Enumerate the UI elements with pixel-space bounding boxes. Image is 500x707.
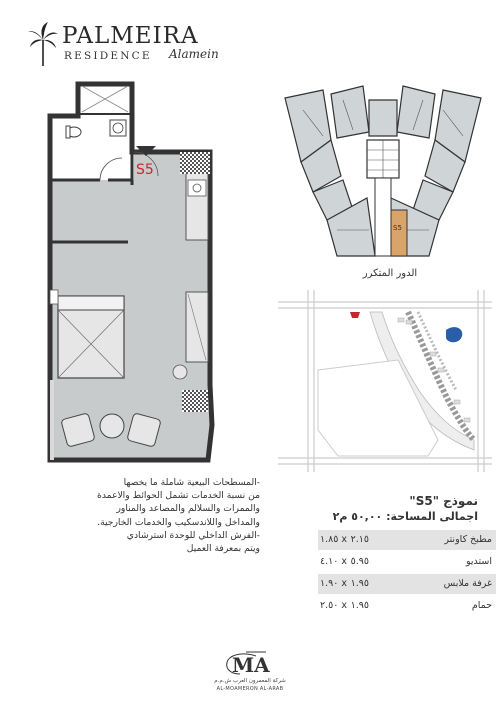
notes-block	[20, 476, 260, 555]
location-marker	[350, 312, 360, 318]
note-line: من نسبة الخدمات تشمل الحوائط والاعمدة	[97, 490, 260, 502]
model-label: نموذج "S5"	[409, 494, 478, 508]
room-name: مطبخ كاونتر	[444, 534, 492, 545]
keyplan-highlight-unit	[391, 210, 407, 256]
room-name: استديو	[465, 556, 492, 567]
site-plan	[278, 290, 492, 472]
note-line: والمداخل واللاندسكيب والخدمات الخارجية.	[97, 516, 260, 528]
room-dimensions: ٢.٥٠ x ١.٩٥	[320, 600, 369, 611]
room-dimensions: ٤.١٠ x ٥.٩٥	[320, 556, 369, 567]
brand-logo	[28, 20, 228, 70]
coffee-table	[100, 414, 124, 438]
room-row-studio	[318, 552, 496, 572]
plan-unit-tag: S5	[136, 162, 154, 178]
unit-floor-plan	[30, 80, 220, 470]
brand-location: Alamein	[169, 47, 219, 61]
room-row-bathroom	[318, 596, 496, 616]
note-line: -المسطحات البيعية شاملة ما يخصها	[123, 477, 260, 488]
company-name-english: AL-MOAMERON AL-ARAB	[216, 686, 284, 692]
note-line: والممرات والسلالم والمصاعد والمناور	[116, 503, 260, 515]
typical-floor-key-plan	[283, 80, 483, 260]
room-name: حمام	[471, 600, 492, 611]
brand-title: PALMEIRA	[62, 23, 199, 49]
room-dimensions: ١.٩٠ x ١.٩٥	[320, 578, 369, 589]
room-row-kitchen	[318, 530, 496, 550]
company-name-arabic: شركة المعمرون العرب ش.م.م	[214, 678, 286, 684]
total-area: اجمالى المساحة: ٥٠,٠٠ م٢	[332, 510, 478, 523]
note-line: ويتم بمعرفة العميل	[186, 543, 260, 555]
room-name: غرفة ملابس	[443, 578, 492, 589]
room-row-dressing	[318, 574, 496, 594]
company-monogram: MA	[232, 653, 270, 677]
tv-unit	[182, 390, 208, 412]
brand-subtitle: RESIDENCE	[64, 50, 152, 62]
sink-icon	[110, 120, 126, 136]
room-dimensions: ١.٨٥ x ٢.١٥	[320, 534, 369, 545]
palm-icon	[28, 22, 58, 66]
keyplan-unit-tag: S5	[393, 224, 402, 232]
pool-icon	[446, 327, 462, 342]
floor-label: الدور المتكرر	[362, 268, 418, 279]
company-logo	[210, 650, 290, 678]
room-areas-table	[318, 530, 496, 618]
note-line: -الفرش الداخلي للوحدة استرشادي	[126, 529, 260, 541]
